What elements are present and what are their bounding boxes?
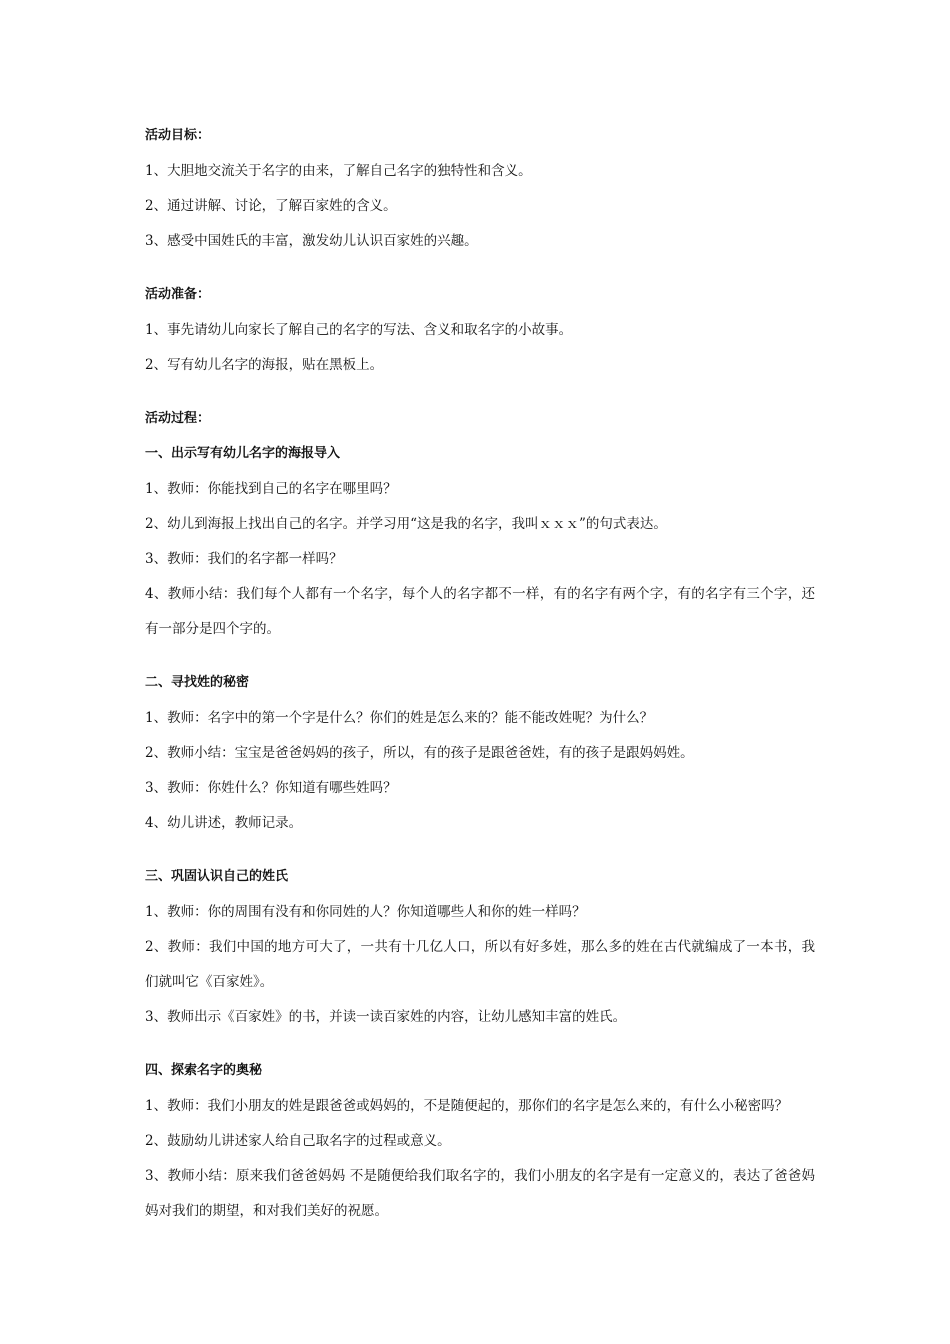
process-item: 4、幼儿讲述，教师记录。 [145, 815, 303, 831]
process-item: 3、教师：你姓什么？你知道有哪些姓吗？ [145, 780, 397, 796]
goals-heading: 活动目标： [145, 128, 211, 143]
section-gap [145, 846, 815, 865]
goal-item: 2、通过讲解、讨论，了解百家姓的含义。 [145, 198, 397, 214]
process-part-title: 二、寻找姓的秘密 [145, 675, 250, 690]
document-content [145, 124, 815, 1234]
process-section [145, 407, 815, 1229]
goal-item: 3、感受中国姓氏的丰富，激发幼儿认识百家姓的兴趣。 [145, 233, 478, 249]
section-gap [145, 264, 815, 283]
process-heading: 活动过程： [145, 411, 211, 426]
process-part-title: 一、出示写有幼儿名字的海报导入 [145, 446, 341, 461]
process-item: 2、教师：我们中国的地方可大了，一共有十几亿人口，所以有好多姓，那么多的姓在古代就编成了一本书，我们就叫它《百家姓》。 [145, 939, 815, 990]
preparation-heading: 活动准备： [145, 287, 211, 302]
process-item: 3、教师出示《百家姓》的书，并读一读百家姓的内容，让幼儿感知丰富的姓氏。 [145, 1009, 627, 1025]
process-item: 4、教师小结：我们每个人都有一个名字，每个人的名字都不一样，有的名字有两个字，有的名字有三个字，还有一部分是四个字的。 [145, 586, 815, 637]
preparation-item: 2、写有幼儿名字的海报，贴在黑板上。 [145, 357, 384, 373]
process-part-title: 四、探索名字的奥秘 [145, 1063, 263, 1078]
section-gap [145, 1040, 815, 1059]
goal-item: 1、大胆地交流关于名字的由来，了解自己名字的独特性和含义。 [145, 163, 532, 179]
preparation-item: 1、事先请幼儿向家长了解自己的名字的写法、含义和取名字的小故事。 [145, 322, 573, 338]
process-item: 1、教师：你能找到自己的名字在哪里吗？ [145, 481, 397, 497]
process-item: 1、教师：名字中的第一个字是什么？你们的姓是怎么来的？能不能改姓呢？为什么？ [145, 710, 654, 726]
process-item: 1、教师：你的周围有没有和你同姓的人？你知道哪些人和你的姓一样吗？ [145, 904, 586, 920]
process-item: 2、鼓励幼儿讲述家人给自己取名字的过程或意义。 [145, 1133, 451, 1149]
process-part-title: 三、巩固认识自己的姓氏 [145, 869, 289, 884]
section-gap [145, 652, 815, 671]
process-item: 2、幼儿到海报上找出自己的名字。并学习用“这是我的名字，我叫ｘｘｘ”的句式表达。 [145, 516, 667, 532]
goals-section [145, 124, 815, 264]
process-item: 1、教师：我们小朋友的姓是跟爸爸或妈妈的，不是随便起的，那你们的名字是怎么来的，有什么小秘密吗？ [145, 1098, 789, 1114]
process-item: 2、教师小结：宝宝是爸爸妈妈的孩子，所以，有的孩子是跟爸爸姓，有的孩子是跟妈妈姓。 [145, 745, 694, 761]
process-item: 3、教师小结：原来我们爸爸妈妈 不是随便给我们取名字的，我们小朋友的名字是有一定意义的，表达了爸爸妈妈对我们的期望，和对我们美好的祝愿。 [145, 1168, 815, 1219]
process-item: 3、教师：我们的名字都一样吗？ [145, 551, 343, 567]
section-gap [145, 388, 815, 407]
preparation-section [145, 283, 815, 388]
